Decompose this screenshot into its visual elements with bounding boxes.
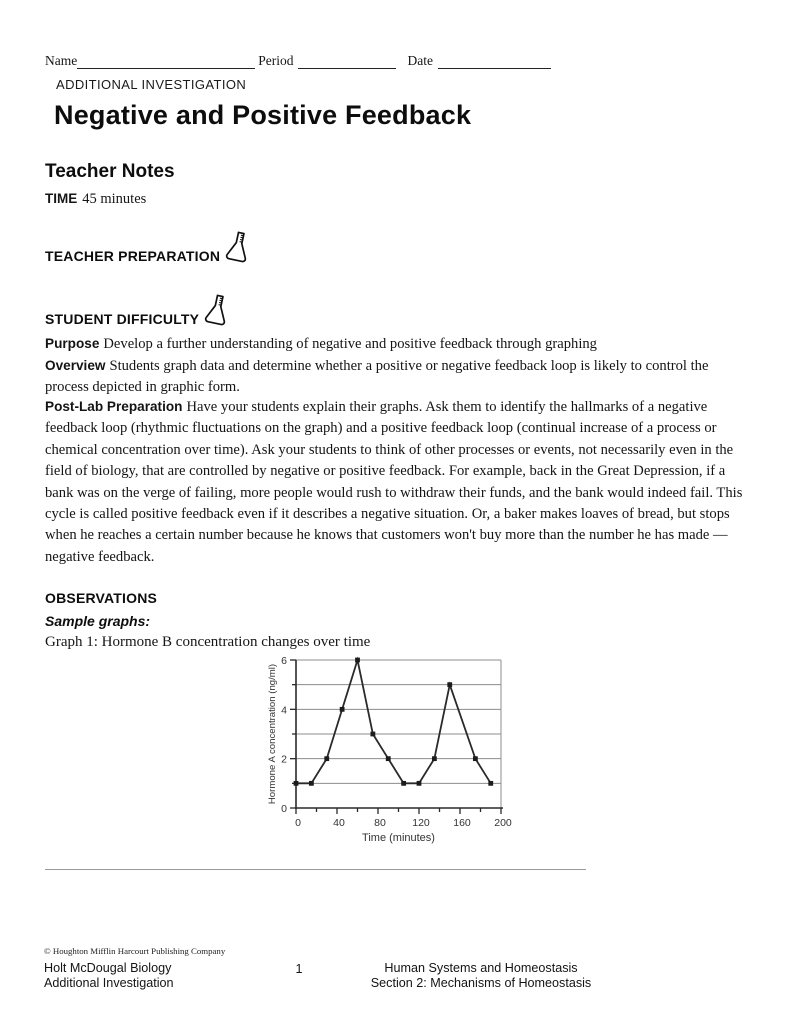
time-label: TIME: [45, 191, 78, 206]
data-point-marker: [488, 781, 493, 786]
x-tick-label: 160: [453, 817, 471, 829]
period-label: Period: [258, 53, 294, 68]
hormone-concentration-chart: [266, 650, 538, 848]
date-label: Date: [407, 53, 433, 68]
student-difficulty-row: [45, 293, 229, 330]
data-line: [296, 660, 491, 783]
data-point-marker: [473, 756, 478, 761]
data-point-marker: [386, 756, 391, 761]
footer-unit-title: Human Systems and Homeostasis: [384, 961, 578, 975]
data-point-marker: [447, 682, 452, 687]
data-point-marker: [370, 732, 375, 737]
time-value: 45 minutes: [82, 191, 147, 207]
y-tick-label: 6: [281, 655, 287, 667]
teacher-notes-heading: Teacher Notes: [45, 161, 175, 182]
footer-right: [362, 961, 600, 992]
x-tick-label: 200: [494, 817, 512, 829]
page-title: Negative and Positive Feedback: [54, 100, 472, 130]
postlab-label: Post-Lab Preparation: [45, 399, 183, 414]
purpose-paragraph: [45, 333, 752, 355]
document-kicker: ADDITIONAL INVESTIGATION: [56, 77, 247, 92]
x-axis-label: Time (minutes): [362, 832, 435, 844]
flask-icon: [225, 230, 250, 267]
purpose-text: Develop a further understanding of negative and positive feedback through graphing: [103, 336, 597, 352]
y-tick-label: 4: [281, 704, 287, 717]
footer-book-subtitle: Additional Investigation: [44, 976, 174, 991]
data-point-marker: [340, 707, 345, 712]
data-point-marker: [309, 781, 314, 786]
data-point-marker: [417, 781, 422, 786]
hormone-chart-svg: [266, 650, 538, 848]
graph1-caption: Graph 1: Hormone B concentration changes over time: [45, 634, 371, 650]
purpose-label: Purpose: [45, 336, 100, 351]
data-point-marker: [432, 756, 437, 761]
x-tick-label: 40: [333, 817, 345, 829]
overview-text: Students graph data and determine whether a positive or negative feedback loop is likely to control the process depicted in graphic form.: [45, 358, 709, 396]
student-difficulty-heading: STUDENT DIFFICULTY: [45, 311, 200, 327]
overview-paragraph: [45, 355, 752, 399]
flask-icon: [204, 293, 229, 330]
y-tick-label: 0: [281, 803, 287, 815]
period-blank-line: [298, 54, 396, 69]
time-row: [45, 191, 146, 208]
observations-heading: OBSERVATIONS: [45, 590, 158, 606]
data-point-marker: [324, 756, 329, 761]
teacher-preparation-heading: TEACHER PREPARATION: [45, 248, 221, 264]
x-tick-label: 0: [295, 817, 301, 829]
postlab-text: Have your students explain their graphs. Ask them to identify the hallmarks of a negative feedback loop (rhythmic fluctuations on the graph) and a positive feedback loop (continual increase of a process or chemical concentration over time). Ask your students to think of other processes or events, not necessarily even in the field of biology, that are controlled by negative or positive feedback. For example, back in the Great Depression, if a bank was on the verge of failing, more people would rush to withdraw their funds, and the bank would indeed fail. This cycle is called positive feedback even if it describes a negative situation. Or, a baker makes loaves of bread, but stops when he reaches a certain number because he knows that customers won't buy more than the number he has made — negative feedback.: [45, 399, 743, 565]
y-axis-label: Hormone A concentration (ng/ml): [267, 663, 278, 805]
teacher-preparation-row: [45, 230, 250, 267]
x-tick-label: 80: [374, 817, 386, 829]
answer-blank-line: [45, 855, 586, 870]
name-blank-line: [77, 54, 255, 69]
footer-left: [44, 961, 174, 992]
data-point-marker: [355, 658, 360, 663]
page-number: 1: [295, 962, 303, 976]
name-label: Name: [45, 53, 78, 68]
date-blank-line: [438, 54, 551, 69]
overview-label: Overview: [45, 358, 106, 373]
footer-book-title: Holt McDougal Biology: [44, 961, 172, 975]
y-tick-label: 2: [281, 753, 287, 766]
name-period-date-row: [45, 53, 585, 69]
footer-section-title: Section 2: Mechanisms of Homeostasis: [370, 976, 592, 991]
data-point-marker: [401, 781, 406, 786]
postlab-paragraph: [45, 396, 752, 568]
copyright-notice: © Houghton Mifflin Harcourt Publishing Company: [44, 946, 226, 956]
sample-graphs-subheading: Sample graphs:: [45, 613, 151, 629]
x-tick-label: 120: [412, 817, 430, 829]
data-point-marker: [294, 781, 299, 786]
